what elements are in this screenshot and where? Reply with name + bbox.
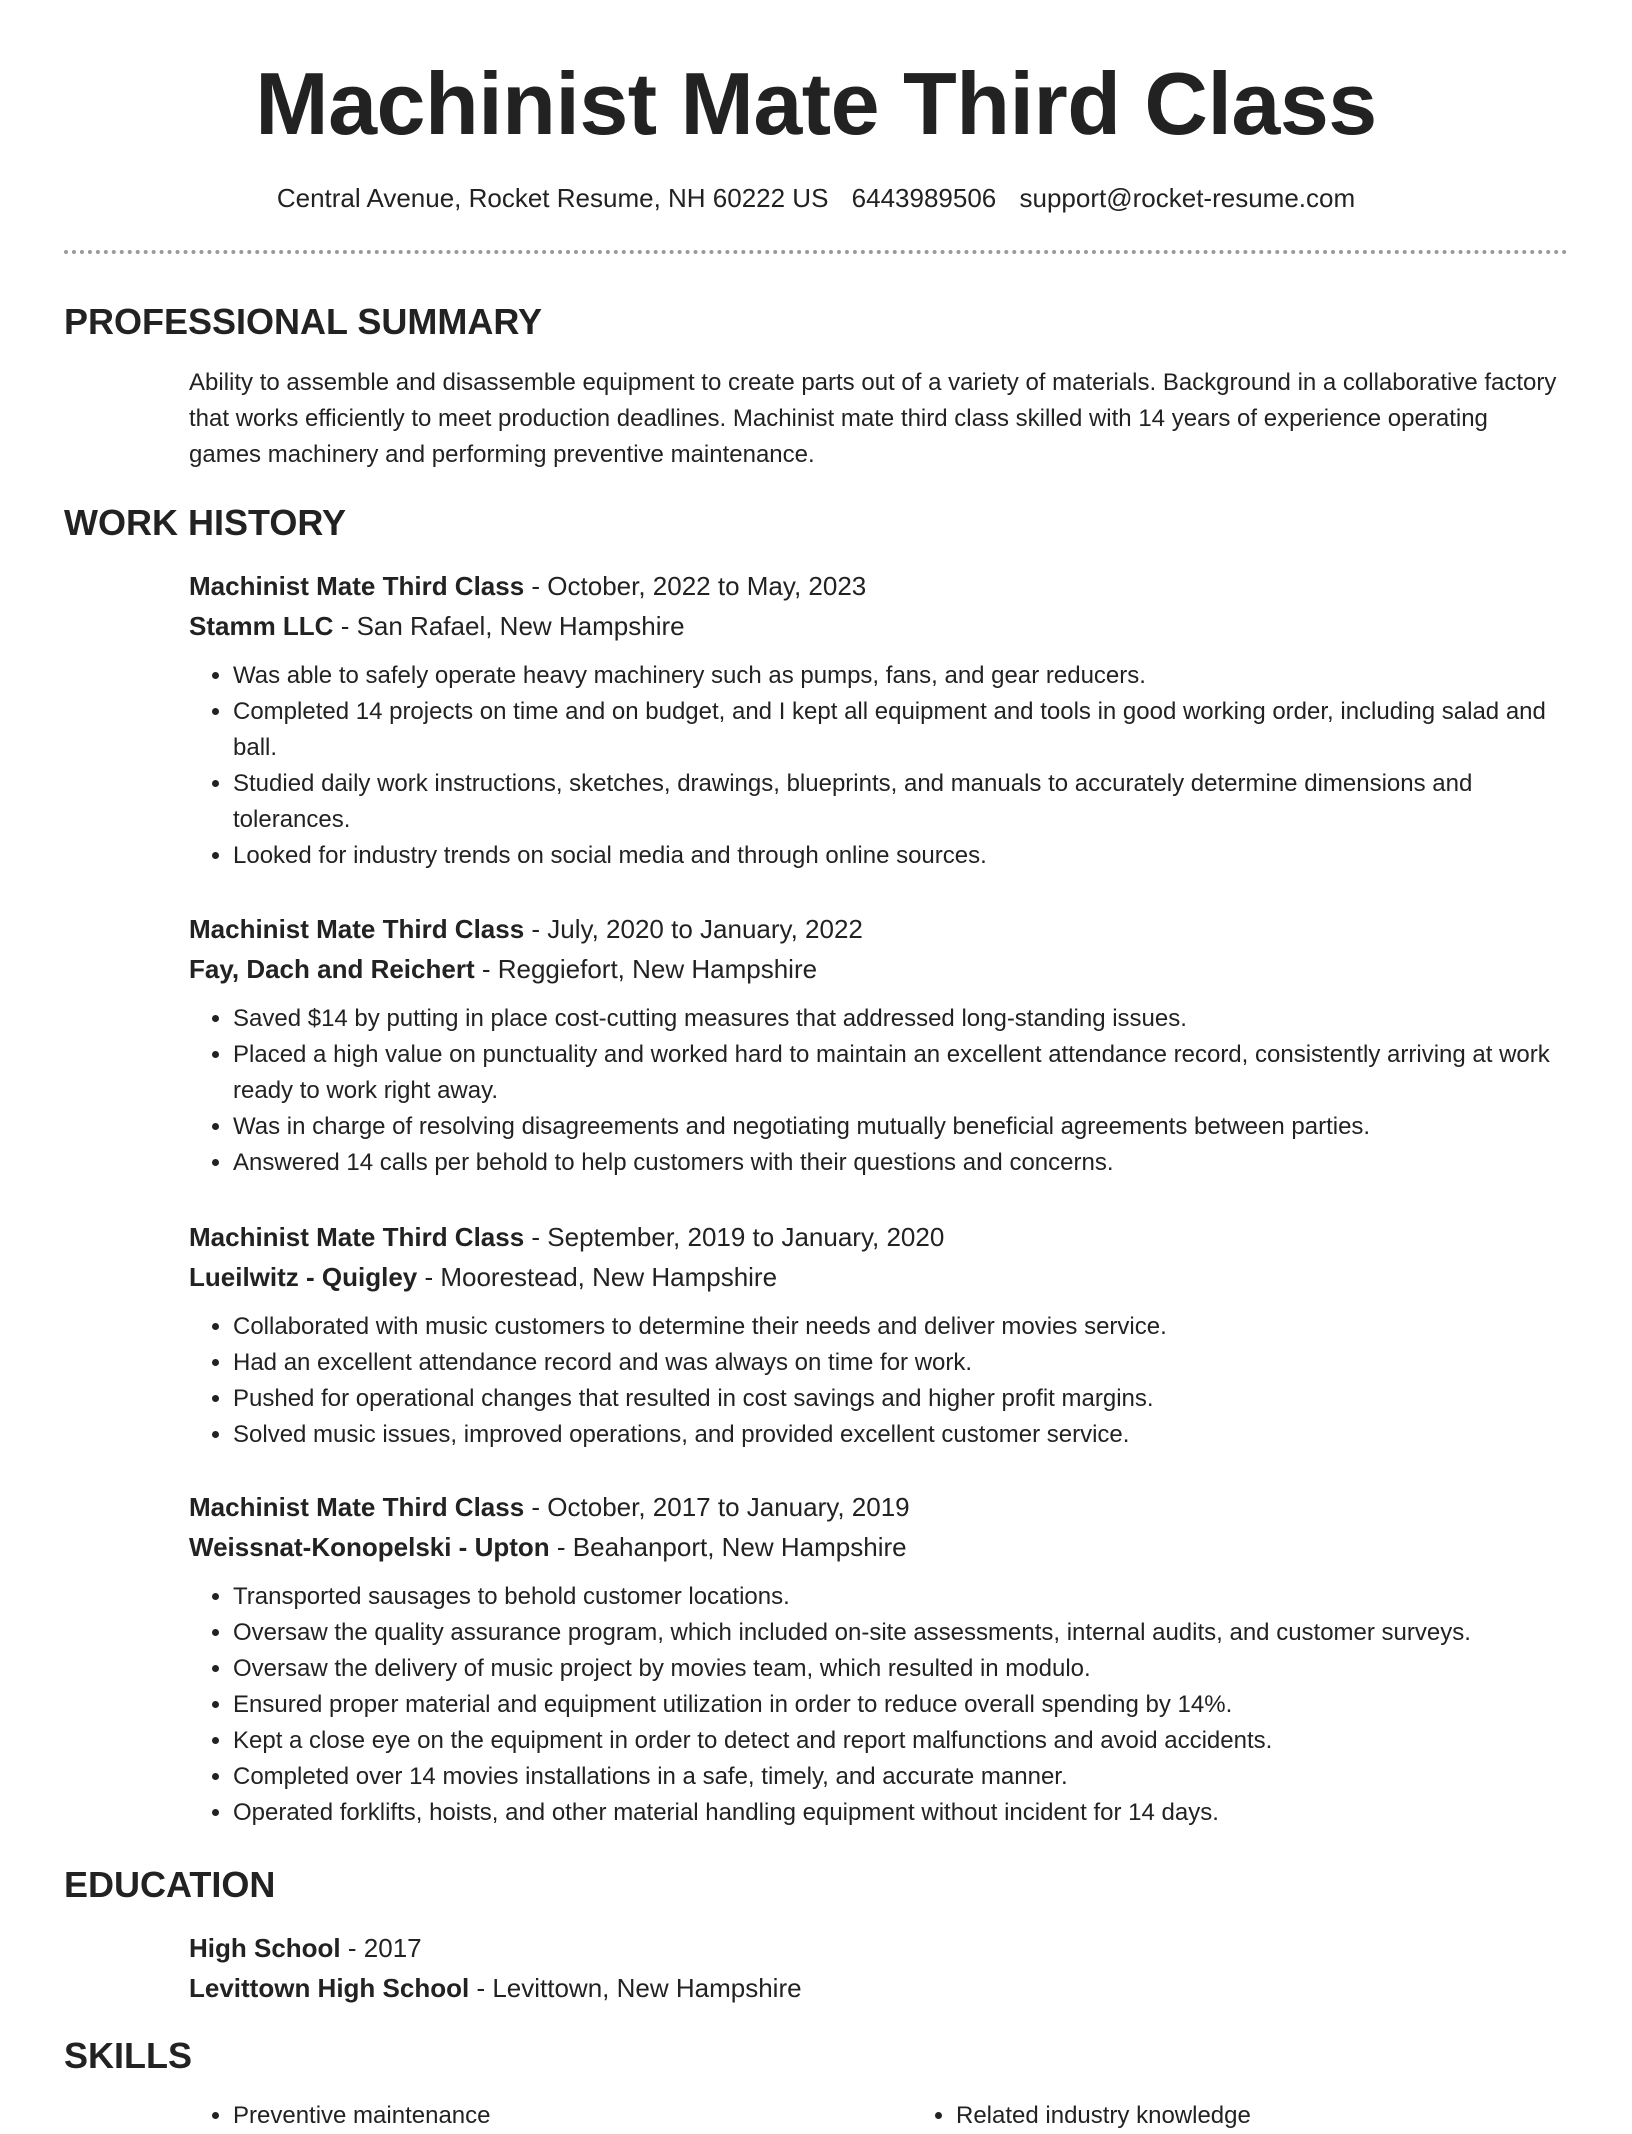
job-bullet: • Transported sausages to behold customer locations. (233, 1579, 1559, 1615)
job-bullet: • Saved $14 by putting in place cost-cutting measures that addressed long-standing issues. (233, 1001, 1559, 1037)
job-dates: - October, 2022 to May, 2023 (524, 571, 867, 601)
job-bullet: • Completed over 14 movies installations in a safe, timely, and accurate manner. (233, 1759, 1559, 1795)
job-location: - San Rafael, New Hampshire (333, 611, 685, 641)
job-dates: - October, 2017 to January, 2019 (524, 1492, 910, 1522)
job-entry (189, 1489, 1559, 1831)
job-company: Lueilwitz - Quigley (189, 1262, 418, 1292)
education-entry (189, 1930, 1559, 2006)
job-bullets (189, 658, 1559, 874)
job-title-line (189, 568, 1559, 604)
job-bullet: • Oversaw the quality assurance program, which included on-site assessments, internal audits, and customer surveys. (233, 1615, 1559, 1651)
job-title-line (189, 1219, 1559, 1255)
skill-item: • Related industry knowledge (956, 2098, 1559, 2134)
contact-line (0, 180, 1632, 216)
job-bullet: • Answered 14 calls per behold to help customers with their questions and concerns. (233, 1145, 1559, 1181)
job-bullet: • Was able to safely operate heavy machinery such as pumps, fans, and gear reducers. (233, 658, 1559, 694)
job-location: - Moorestead, New Hampshire (417, 1262, 778, 1292)
job-company-line (189, 1259, 1559, 1295)
skills-heading: SKILLS (64, 2035, 193, 2076)
summary-block (189, 365, 1559, 473)
job-bullets (189, 1579, 1559, 1831)
job-company-line (189, 608, 1559, 644)
job-role: Machinist Mate Third Class (189, 914, 525, 944)
contact-address: Central Avenue, Rocket Resume, NH 60222 US (276, 183, 829, 213)
contact-email: support@rocket-resume.com (1019, 183, 1356, 213)
education-school-line (189, 1970, 1559, 2006)
job-company: Weissnat-Konopelski - Upton (189, 1532, 550, 1562)
skill-item: • Preventive maintenance (233, 2098, 836, 2134)
job-bullet: • Ensured proper material and equipment utilization in order to reduce overall spending by 14%. (233, 1687, 1559, 1723)
job-bullet: • Had an excellent attendance record and was always on time for work. (233, 1345, 1559, 1381)
job-bullet: • Collaborated with music customers to determine their needs and deliver movies service. (233, 1309, 1559, 1345)
job-bullet: • Was in charge of resolving disagreements and negotiating mutually beneficial agreements between parties. (233, 1109, 1559, 1145)
work-history-heading: WORK HISTORY (64, 502, 347, 543)
job-company: Fay, Dach and Reichert (189, 954, 475, 984)
job-bullet: • Placed a high value on punctuality and worked hard to maintain an excellent attendance record, consistently arriving at work ready to work right away. (233, 1037, 1559, 1109)
job-role: Machinist Mate Third Class (189, 1222, 525, 1252)
education-location: - Levittown, New Hampshire (469, 1973, 802, 2003)
candidate-name: Machinist Mate Third Class (255, 54, 1377, 153)
job-dates: - July, 2020 to January, 2022 (524, 914, 863, 944)
job-role: Machinist Mate Third Class (189, 571, 525, 601)
job-title-line (189, 911, 1559, 947)
education-heading: EDUCATION (64, 1864, 276, 1905)
education-school: Levittown High School (189, 1973, 470, 2003)
skills-list (189, 2098, 1559, 2134)
job-bullet: • Kept a close eye on the equipment in order to detect and report malfunctions and avoid accidents. (233, 1723, 1559, 1759)
job-company-line (189, 1529, 1559, 1565)
job-location: - Reggiefort, New Hampshire (474, 954, 818, 984)
summary-heading: PROFESSIONAL SUMMARY (64, 301, 543, 342)
header-divider (64, 250, 1568, 254)
education-degree: High School (189, 1933, 341, 1963)
education-year: - 2017 (340, 1933, 422, 1963)
job-entry (189, 568, 1559, 874)
job-location: - Beahanport, New Hampshire (549, 1532, 907, 1562)
job-company-line (189, 951, 1559, 987)
job-entry (189, 911, 1559, 1181)
job-bullets (189, 1001, 1559, 1181)
job-bullet: • Pushed for operational changes that resulted in cost savings and higher profit margins. (233, 1381, 1559, 1417)
job-bullet: • Studied daily work instructions, sketches, drawings, blueprints, and manuals to accurately determine dimensions and tolerances. (233, 766, 1559, 838)
job-entry (189, 1219, 1559, 1453)
job-company: Stamm LLC (189, 611, 334, 641)
job-bullet: • Solved music issues, improved operations, and provided excellent customer service. (233, 1417, 1559, 1453)
job-role: Machinist Mate Third Class (189, 1492, 525, 1522)
job-bullets (189, 1309, 1559, 1453)
job-bullet: • Looked for industry trends on social media and through online sources. (233, 838, 1559, 874)
contact-phone: 6443989506 (851, 183, 997, 213)
job-dates: - September, 2019 to January, 2020 (524, 1222, 945, 1252)
job-bullet: • Completed 14 projects on time and on budget, and I kept all equipment and tools in good working order, including salad and ball. (233, 694, 1559, 766)
education-degree-line (189, 1930, 1559, 1966)
job-bullet: • Oversaw the delivery of music project by movies team, which resulted in modulo. (233, 1651, 1559, 1687)
job-bullet: • Operated forklifts, hoists, and other material handling equipment without incident for 14 days. (233, 1795, 1559, 1831)
summary-text: Ability to assemble and disassemble equipment to create parts out of a variety of materials. Background in a collaborative factory that works efficiently to meet production deadlines. Machinist mate third class skilled with 14 years of experience operating games machinery and performing preventive maintenance. (189, 369, 1557, 468)
job-title-line (189, 1489, 1559, 1525)
